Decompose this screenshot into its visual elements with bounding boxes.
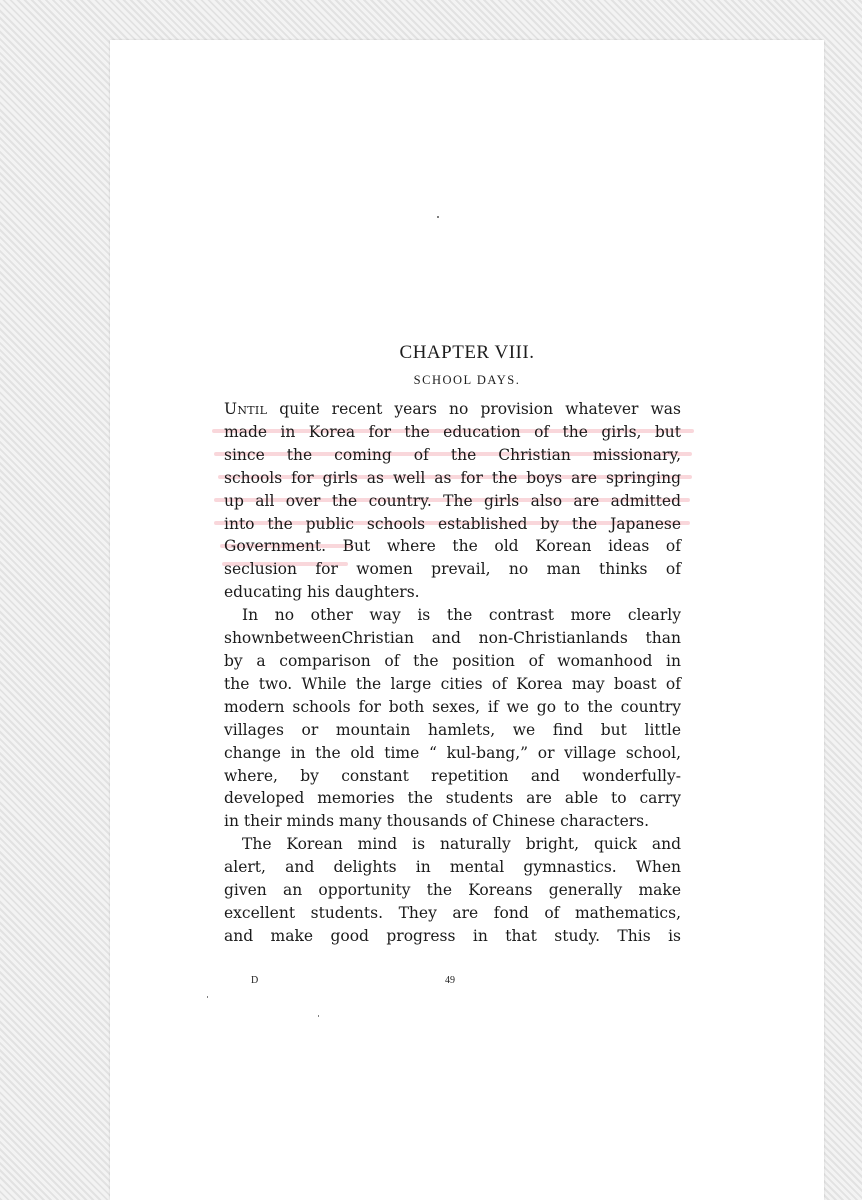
- text-line: where, by constant repetition and wonderfully-: [224, 766, 681, 785]
- ink-speck: [318, 1015, 319, 1017]
- text-line: modern schools for both sexes, if we go to the country: [224, 697, 681, 716]
- text-line: into the public schools established by the Japanese: [224, 514, 681, 533]
- lead-word: Until: [224, 400, 268, 418]
- text-line: since the coming of the Christian missionary,: [224, 445, 681, 464]
- chapter-title: CHAPTER VIII.: [399, 342, 535, 363]
- text-line: The Korean mind is naturally bright, quick and: [242, 835, 681, 854]
- text-line: and make good progress in that study. This is: [224, 926, 681, 945]
- text-line: in their minds many thousands of Chinese characters.: [224, 812, 650, 831]
- page-number: 49: [445, 975, 455, 986]
- paragraph-1: [224, 398, 681, 604]
- text-line: change in the old time “ kul-bang,” or village school,: [224, 743, 681, 762]
- paragraph-3: [224, 833, 681, 948]
- text-line: In no other way is the contrast more clearly: [242, 606, 681, 625]
- text-line: schools for girls as well as for the boys are springing: [224, 468, 681, 487]
- text-line: developed memories the students are able to carry: [224, 789, 681, 808]
- text-line: given an opportunity the Koreans generally make: [224, 881, 681, 900]
- text-line: educating his daughters.: [224, 583, 420, 602]
- ink-speck: [207, 996, 208, 998]
- text-line: shownbetweenChristian and non-Christianlands than: [224, 629, 681, 648]
- text-line: Government. But where the old Korean ideas of: [224, 537, 681, 556]
- text-line: Until quite recent years no provision whatever was: [224, 400, 681, 418]
- signature-mark: D: [251, 975, 259, 986]
- text-line: by a comparison of the position of womanhood in: [224, 651, 681, 670]
- text-line: excellent students. They are fond of mathematics,: [224, 903, 681, 922]
- text-line: villages or mountain hamlets, we find but little: [224, 720, 681, 739]
- text-line: up all over the country. The girls also are admitted: [224, 491, 681, 510]
- ink-speck: [437, 216, 439, 218]
- text-line: made in Korea for the education of the girls, but: [224, 422, 681, 441]
- text-line: alert, and delights in mental gymnastics. When: [224, 858, 681, 877]
- text-line: the two. While the large cities of Korea may boast of: [224, 674, 681, 693]
- chapter-subtitle: SCHOOL DAYS.: [413, 373, 521, 387]
- chapter-body: [224, 398, 681, 948]
- document-page: [110, 40, 824, 1200]
- paragraph-2: [224, 604, 681, 833]
- text-line: seclusion for women prevail, no man thinks of: [224, 560, 681, 579]
